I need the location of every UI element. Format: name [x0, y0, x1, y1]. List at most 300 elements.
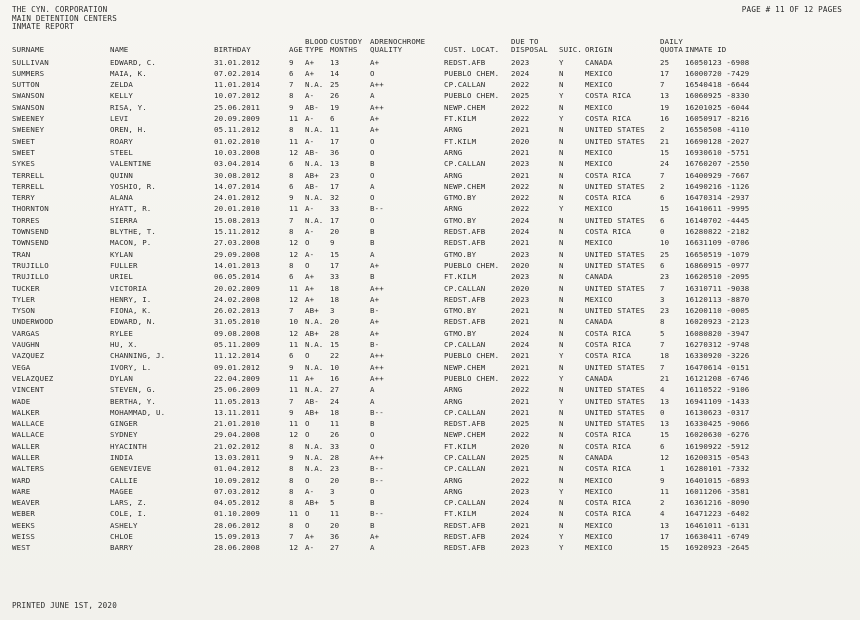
cell-adrenochrome-quality: A++ [370, 452, 384, 462]
cell-daily-quota: 13 [660, 520, 670, 530]
cell-name: LEVI [110, 114, 129, 124]
cell-blood-type: AB- [305, 102, 319, 112]
cell-location: PUEBLO CHEM. [444, 260, 500, 270]
table-row [12, 124, 765, 135]
cell-age: 9 [289, 193, 294, 203]
cell-suicidal: Y [559, 204, 564, 214]
cell-due-to-disposal: 2022 [511, 102, 530, 112]
cell-surname: WEBER [12, 509, 35, 519]
cell-name: URIEL [110, 272, 133, 282]
cell-name: ZELDA [110, 80, 133, 90]
cell-daily-quota: 23 [660, 272, 670, 282]
cell-adrenochrome-quality: A [370, 396, 375, 406]
cell-inmate-id: 16470614 -0151 [685, 362, 750, 372]
cell-location: REDST.AFB [444, 238, 486, 248]
cell-due-to-disposal: 2023 [511, 543, 530, 553]
cell-daily-quota: 19 [660, 102, 670, 112]
cell-location: REDST.AFB [444, 532, 486, 542]
col-header-name: NAME [110, 45, 129, 55]
cell-name: GENEVIEVE [110, 464, 152, 474]
cell-birthday: 07.03.2012 [214, 486, 260, 496]
cell-inmate-id: 16200315 -0543 [685, 452, 750, 462]
cell-origin: MEXICO [585, 486, 613, 496]
cell-location: REDST.AFB [444, 317, 486, 327]
inmate-table-body [12, 57, 765, 554]
cell-adrenochrome-quality: B- [370, 306, 380, 316]
cell-daily-quota: 5 [660, 328, 665, 338]
cell-custody-months: 32 [330, 193, 340, 203]
cell-blood-type: A+ [305, 373, 315, 383]
cell-due-to-disposal: 2021 [511, 520, 530, 530]
cell-origin: UNITED STATES [585, 306, 645, 316]
cell-name: ALANA [110, 193, 133, 203]
cell-name: CHANNING, J. [110, 351, 166, 361]
cell-birthday: 22.04.2009 [214, 373, 260, 383]
cell-due-to-disposal: 2023 [511, 249, 530, 259]
cell-adrenochrome-quality: A [370, 181, 375, 191]
cell-due-to-disposal: 2022 [511, 193, 530, 203]
cell-daily-quota: 13 [660, 91, 670, 101]
cell-custody-months: 14 [330, 68, 340, 78]
cell-surname: TORRES [12, 215, 40, 225]
cell-custody-months: 20 [330, 227, 340, 237]
cell-daily-quota: 8 [660, 317, 665, 327]
cell-custody-months: 17 [330, 215, 340, 225]
cell-adrenochrome-quality: O [370, 193, 375, 203]
cell-origin: UNITED STATES [585, 283, 645, 293]
cell-blood-type: AB- [305, 181, 319, 191]
cell-surname: SWANSON [12, 91, 45, 101]
cell-daily-quota: 13 [660, 419, 670, 429]
cell-suicidal: N [559, 362, 564, 372]
cell-custody-months: 20 [330, 520, 340, 530]
cell-custody-months: 18 [330, 283, 340, 293]
cell-suicidal: N [559, 80, 564, 90]
cell-adrenochrome-quality: O [370, 136, 375, 146]
cell-location: FT.KILM [444, 136, 477, 146]
cell-daily-quota: 7 [660, 170, 665, 180]
cell-blood-type: N.A. [305, 385, 324, 395]
cell-inmate-id: 16020630 -6276 [685, 430, 750, 440]
cell-location: REDST.AFB [444, 57, 486, 67]
cell-inmate-id: 16630411 -6749 [685, 532, 750, 542]
cell-inmate-id: 16110522 -9106 [685, 385, 750, 395]
cell-birthday: 21.01.2010 [214, 419, 260, 429]
cell-surname: WEISS [12, 532, 35, 542]
cell-birthday: 27.03.2008 [214, 238, 260, 248]
cell-adrenochrome-quality: A++ [370, 80, 384, 90]
table-row [12, 271, 765, 282]
cell-surname: TYLER [12, 294, 35, 304]
cell-custody-months: 16 [330, 373, 340, 383]
cell-age: 12 [289, 147, 299, 157]
cell-surname: TERRY [12, 193, 35, 203]
cell-age: 12 [289, 238, 299, 248]
cell-inmate-id: 16941109 -1433 [685, 396, 750, 406]
cell-due-to-disposal: 2025 [511, 419, 530, 429]
cell-origin: COSTA RICA [585, 227, 631, 237]
cell-blood-type: A+ [305, 68, 315, 78]
cell-location: CP.CALLAN [444, 498, 486, 508]
cell-age: 7 [289, 215, 294, 225]
cell-birthday: 29.09.2008 [214, 249, 260, 259]
cell-surname: TOWNSEND [12, 238, 49, 248]
cell-custody-months: 13 [330, 57, 340, 67]
cell-name: BARRY [110, 543, 133, 553]
cell-inmate-id: 16120113 -8870 [685, 294, 750, 304]
cell-location: CP.CALLAN [444, 340, 486, 350]
cell-daily-quota: 4 [660, 509, 665, 519]
table-row [12, 260, 765, 271]
col-header-blood-type: BLOOD TYPE [305, 37, 328, 55]
cell-origin: MEXICO [585, 159, 613, 169]
cell-due-to-disposal: 2021 [511, 125, 530, 135]
cell-custody-months: 36 [330, 532, 340, 542]
table-row [12, 418, 765, 429]
table-row [12, 147, 765, 158]
cell-surname: WALLER [12, 441, 40, 451]
cell-custody-months: 28 [330, 328, 340, 338]
cell-blood-type: N.A. [305, 317, 324, 327]
cell-inmate-id: 16860915 -0977 [685, 260, 750, 270]
cell-origin: MEXICO [585, 532, 613, 542]
cell-birthday: 15.11.2012 [214, 227, 260, 237]
cell-inmate-id: 16011206 -3581 [685, 486, 750, 496]
table-row [12, 68, 765, 79]
cell-location: FT.KILM [444, 114, 477, 124]
cell-origin: UNITED STATES [585, 419, 645, 429]
cell-adrenochrome-quality: A+ [370, 328, 380, 338]
table-row [12, 475, 765, 486]
cell-age: 6 [289, 181, 294, 191]
cell-surname: WEAVER [12, 498, 40, 508]
cell-suicidal: Y [559, 114, 564, 124]
cell-age: 6 [289, 272, 294, 282]
cell-suicidal: N [559, 464, 564, 474]
cell-blood-type: A- [305, 249, 315, 259]
cell-birthday: 06.05.2014 [214, 272, 260, 282]
cell-age: 11 [289, 283, 299, 293]
cell-surname: SWEET [12, 147, 35, 157]
cell-age: 7 [289, 306, 294, 316]
cell-adrenochrome-quality: A [370, 543, 375, 553]
cell-due-to-disposal: 2023 [511, 272, 530, 282]
cell-surname: TRAN [12, 249, 31, 259]
cell-birthday: 28.06.2008 [214, 543, 260, 553]
table-row [12, 79, 765, 90]
cell-location: FT.KILM [444, 272, 477, 282]
cell-age: 11 [289, 509, 299, 519]
cell-origin: CANADA [585, 317, 613, 327]
cell-adrenochrome-quality: B [370, 227, 375, 237]
cell-age: 9 [289, 452, 294, 462]
cell-birthday: 20.09.2009 [214, 114, 260, 124]
cell-due-to-disposal: 2020 [511, 260, 530, 270]
cell-birthday: 05.11.2009 [214, 340, 260, 350]
cell-custody-months: 26 [330, 91, 340, 101]
cell-blood-type: A+ [305, 272, 315, 282]
cell-name: GINGER [110, 419, 138, 429]
cell-adrenochrome-quality: A+ [370, 260, 380, 270]
cell-birthday: 29.04.2008 [214, 430, 260, 440]
cell-age: 7 [289, 80, 294, 90]
cell-blood-type: O [305, 351, 310, 361]
cell-age: 11 [289, 204, 299, 214]
cell-inmate-id: 16461011 -6131 [685, 520, 750, 530]
report-title: INMATE REPORT [12, 22, 75, 31]
cell-age: 12 [289, 294, 299, 304]
cell-birthday: 24.01.2012 [214, 193, 260, 203]
cell-name: MOHAMMAD, U. [110, 407, 166, 417]
cell-daily-quota: 2 [660, 498, 665, 508]
cell-suicidal: N [559, 159, 564, 169]
cell-name: EDWARD, C. [110, 57, 156, 67]
cell-due-to-disposal: 2021 [511, 238, 530, 248]
cell-blood-type: A- [305, 486, 315, 496]
cell-custody-months: 13 [330, 159, 340, 169]
cell-suicidal: Y [559, 396, 564, 406]
cell-daily-quota: 6 [660, 193, 665, 203]
table-row [12, 429, 765, 440]
cell-origin: COSTA RICA [585, 509, 631, 519]
cell-blood-type: AB+ [305, 498, 319, 508]
table-row [12, 384, 765, 395]
cell-age: 12 [289, 249, 299, 259]
cell-daily-quota: 7 [660, 80, 665, 90]
cell-location: CP.CALLAN [444, 159, 486, 169]
cell-blood-type: O [305, 520, 310, 530]
cell-origin: UNITED STATES [585, 215, 645, 225]
cell-adrenochrome-quality: A [370, 91, 375, 101]
cell-inmate-id: 16540418 -6644 [685, 80, 750, 90]
cell-due-to-disposal: 2024 [511, 215, 530, 225]
cell-blood-type: O [305, 419, 310, 429]
cell-age: 8 [289, 520, 294, 530]
table-row [12, 542, 765, 553]
cell-due-to-disposal: 2022 [511, 373, 530, 383]
report-header [12, 6, 117, 32]
cell-birthday: 04.05.2012 [214, 498, 260, 508]
cell-suicidal: N [559, 328, 564, 338]
cell-name: DYLAN [110, 373, 133, 383]
cell-name: FIONA, K. [110, 306, 152, 316]
cell-daily-quota: 25 [660, 57, 670, 67]
cell-adrenochrome-quality: A++ [370, 362, 384, 372]
cell-custody-months: 19 [330, 102, 340, 112]
cell-birthday: 20.01.2010 [214, 204, 260, 214]
cell-inmate-id: 16690128 -2027 [685, 136, 750, 146]
cell-adrenochrome-quality: A+ [370, 532, 380, 542]
cell-suicidal: N [559, 407, 564, 417]
cell-due-to-disposal: 2025 [511, 91, 530, 101]
cell-suicidal: Y [559, 543, 564, 553]
cell-age: 8 [289, 486, 294, 496]
cell-birthday: 10.03.2008 [214, 147, 260, 157]
cell-adrenochrome-quality: O [370, 215, 375, 225]
cell-location: ARNG [444, 125, 463, 135]
cell-daily-quota: 15 [660, 204, 670, 214]
cell-due-to-disposal: 2022 [511, 80, 530, 90]
cell-location: PUEBLO CHEM. [444, 351, 500, 361]
cell-due-to-disposal: 2021 [511, 396, 530, 406]
cell-blood-type: AB+ [305, 170, 319, 180]
cell-name: KELLY [110, 91, 133, 101]
cell-surname: SWEET [12, 136, 35, 146]
table-row [12, 215, 765, 226]
cell-surname: WALLACE [12, 430, 45, 440]
cell-location: ARNG [444, 204, 463, 214]
cell-name: HYACINTH [110, 441, 147, 451]
cell-adrenochrome-quality: A+ [370, 114, 380, 124]
cell-adrenochrome-quality: A+ [370, 125, 380, 135]
cell-location: PUEBLO CHEM. [444, 91, 500, 101]
cell-blood-type: A- [305, 91, 315, 101]
cell-location: NEWP.CHEM [444, 430, 486, 440]
cell-suicidal: N [559, 227, 564, 237]
cell-name: RISA, Y. [110, 102, 147, 112]
cell-name: VICTORIA [110, 283, 147, 293]
cell-inmate-id: 16310711 -9038 [685, 283, 750, 293]
cell-birthday: 31.01.2012 [214, 57, 260, 67]
table-row [12, 407, 765, 418]
cell-adrenochrome-quality: A++ [370, 283, 384, 293]
cell-adrenochrome-quality: O [370, 147, 375, 157]
cell-surname: TRUJILLO [12, 260, 49, 270]
cell-adrenochrome-quality: B [370, 159, 375, 169]
cell-custody-months: 11 [330, 125, 340, 135]
cell-due-to-disposal: 2020 [511, 441, 530, 451]
cell-blood-type: N.A. [305, 125, 324, 135]
cell-suicidal: N [559, 272, 564, 282]
cell-inmate-id: 16330425 -9066 [685, 419, 750, 429]
cell-blood-type: A- [305, 227, 315, 237]
cell-age: 12 [289, 430, 299, 440]
cell-custody-months: 22 [330, 351, 340, 361]
cell-location: REDST.AFB [444, 294, 486, 304]
col-header-suicidal: SUIC. [559, 45, 582, 55]
cell-location: PUEBLO CHEM. [444, 68, 500, 78]
cell-name: COLE, I. [110, 509, 147, 519]
cell-adrenochrome-quality: B [370, 419, 375, 429]
cell-birthday: 05.11.2012 [214, 125, 260, 135]
cell-origin: CANADA [585, 373, 613, 383]
cell-daily-quota: 6 [660, 260, 665, 270]
cell-surname: WARE [12, 486, 31, 496]
cell-inmate-id: 16470314 -2937 [685, 193, 750, 203]
cell-birthday: 30.08.2012 [214, 170, 260, 180]
col-header-age: AGE [289, 45, 303, 55]
cell-name: CALLIE [110, 475, 138, 485]
cell-age: 9 [289, 362, 294, 372]
cell-adrenochrome-quality: A+ [370, 57, 380, 67]
cell-due-to-disposal: 2022 [511, 114, 530, 124]
cell-age: 7 [289, 532, 294, 542]
cell-surname: UNDERWOOD [12, 317, 54, 327]
cell-daily-quota: 7 [660, 362, 665, 372]
cell-location: GTMO.BY [444, 249, 477, 259]
cell-surname: WALLACE [12, 419, 45, 429]
cell-daily-quota: 11 [660, 486, 670, 496]
cell-due-to-disposal: 2024 [511, 509, 530, 519]
cell-blood-type: O [305, 238, 310, 248]
cell-surname: WEST [12, 543, 31, 553]
cell-due-to-disposal: 2021 [511, 147, 530, 157]
cell-custody-months: 18 [330, 407, 340, 417]
cell-custody-months: 28 [330, 452, 340, 462]
cell-origin: CANADA [585, 272, 613, 282]
table-row [12, 249, 765, 260]
cell-due-to-disposal: 2024 [511, 532, 530, 542]
cell-adrenochrome-quality: O [370, 430, 375, 440]
cell-surname: TRUJILLO [12, 272, 49, 282]
cell-blood-type: O [305, 260, 310, 270]
cell-origin: MEXICO [585, 80, 613, 90]
cell-origin: MEXICO [585, 147, 613, 157]
cell-adrenochrome-quality: O [370, 486, 375, 496]
cell-origin: COSTA RICA [585, 464, 631, 474]
table-row [12, 57, 765, 68]
cell-age: 11 [289, 373, 299, 383]
table-row [12, 203, 765, 214]
cell-suicidal: N [559, 306, 564, 316]
cell-suicidal: N [559, 441, 564, 451]
cell-daily-quota: 6 [660, 441, 665, 451]
table-row [12, 531, 765, 542]
cell-birthday: 24.02.2008 [214, 294, 260, 304]
cell-name: QUINN [110, 170, 133, 180]
cell-blood-type: AB- [305, 396, 319, 406]
cell-inmate-id: 16401015 -6893 [685, 475, 750, 485]
cell-daily-quota: 2 [660, 181, 665, 191]
cell-name: SIERRA [110, 215, 138, 225]
cell-birthday: 10.07.2012 [214, 91, 260, 101]
cell-age: 7 [289, 396, 294, 406]
cell-surname: VEGA [12, 362, 31, 372]
table-row [12, 283, 765, 294]
cell-origin: UNITED STATES [585, 362, 645, 372]
table-row [12, 136, 765, 147]
col-header-inmate-id: INMATE ID [685, 45, 727, 55]
cell-inmate-id: 16490216 -1126 [685, 181, 750, 191]
cell-birthday: 20.02.2009 [214, 283, 260, 293]
cell-origin: COSTA RICA [585, 340, 631, 350]
cell-age: 8 [289, 260, 294, 270]
cell-inmate-id: 16760207 -2550 [685, 159, 750, 169]
cell-daily-quota: 10 [660, 238, 670, 248]
cell-age: 6 [289, 159, 294, 169]
cell-birthday: 01.02.2010 [214, 136, 260, 146]
cell-location: ARNG [444, 147, 463, 157]
cell-suicidal: N [559, 475, 564, 485]
cell-surname: VARGAS [12, 328, 40, 338]
cell-inmate-id: 16930610 -5751 [685, 147, 750, 157]
cell-birthday: 03.04.2014 [214, 159, 260, 169]
cell-name: HU, X. [110, 340, 138, 350]
org-name: THE CYN. CORPORATION [12, 5, 108, 14]
cell-name: MAIA, K. [110, 68, 147, 78]
cell-blood-type: N.A. [305, 362, 324, 372]
cell-surname: SUMMERS [12, 68, 45, 78]
cell-age: 6 [289, 68, 294, 78]
cell-custody-months: 20 [330, 475, 340, 485]
cell-daily-quota: 15 [660, 543, 670, 553]
cell-origin: COSTA RICA [585, 351, 631, 361]
cell-name: IVORY, L. [110, 362, 152, 372]
cell-age: 9 [289, 102, 294, 112]
cell-surname: SWEENEY [12, 125, 45, 135]
cell-location: NEWP.CHEM [444, 102, 486, 112]
cell-suicidal: N [559, 181, 564, 191]
